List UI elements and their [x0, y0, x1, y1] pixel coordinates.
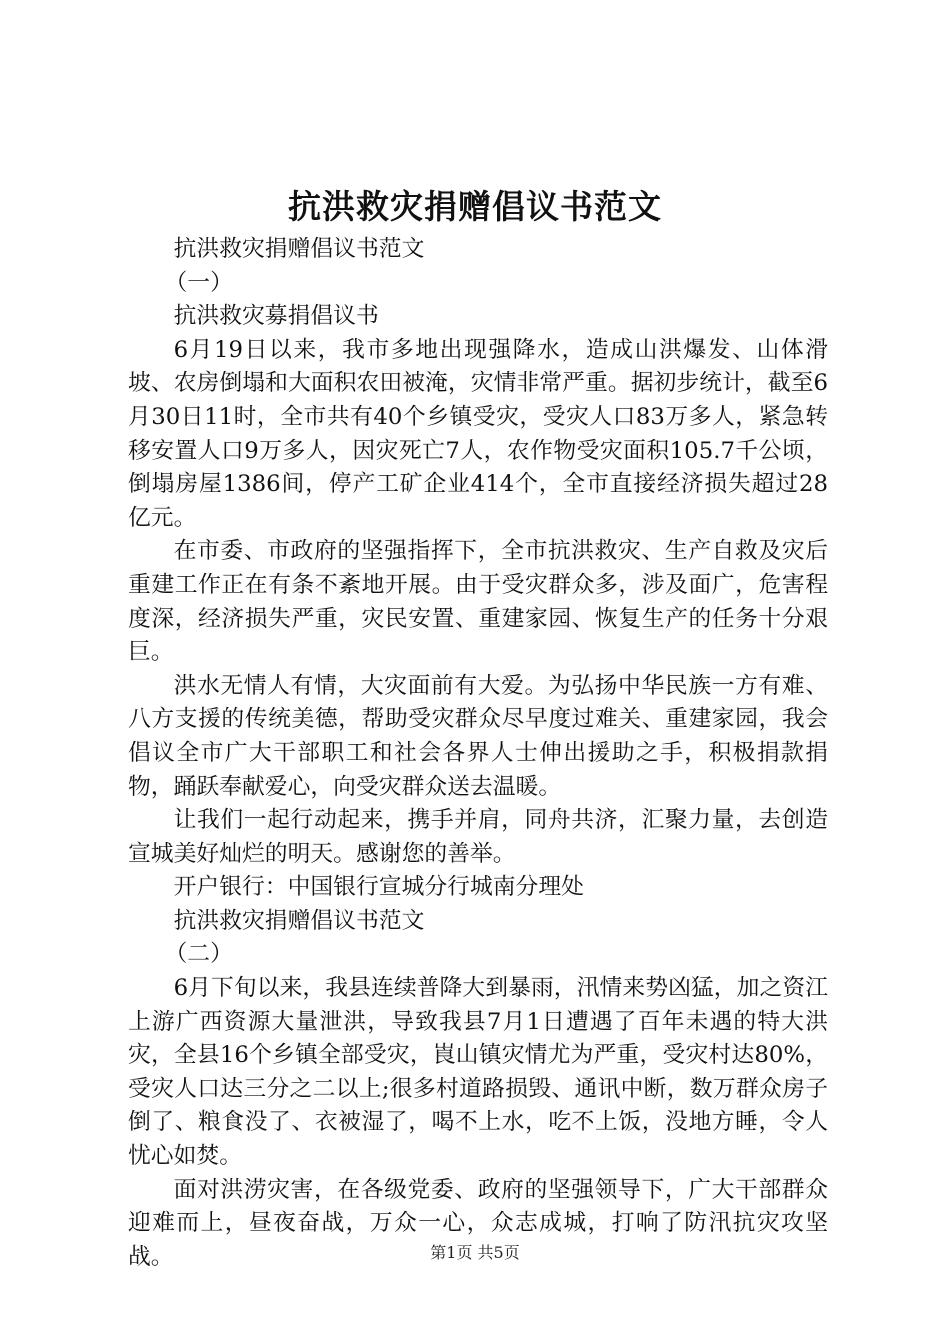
- paragraph-body: 让我们一起行动起来，携手并肩，同舟共济，汇聚力量，去创造宣城美好灿烂的明天。感谢您的善举。: [128, 807, 828, 867]
- paragraph-body: 洪水无情人有情，大灾面前有大爱。为弘扬中华民族一方有难、八方支援的传统美德，帮助受灾群众尽早度过难关、重建家园，我会倡议全市广大干部职工和社会各界人士伸出援助之手，积极捐款捐物，踊跃奉献爱心，向受灾群众送去温暖。: [128, 672, 828, 800]
- paragraph-section-number: （二）: [164, 941, 233, 968]
- paragraph-heading: 抗洪救灾捐赠倡议书范文: [173, 907, 425, 934]
- paragraph-heading: 抗洪救灾捐赠倡议书范文: [173, 236, 425, 262]
- paragraph-body: 6月19日以来，我市多地出现强降水，造成山洪爆发、山体滑坡、农房倒塌和大面积农田被淹，灾情非常严重。据初步统计，截至6月30日11时，全市共有40个乡镇受灾，受灾人口83万多人，紧急转移安置人口9万多人，因灾死亡7人，农作物受灾面积105.7千公顷，倒塌房屋1386间，停产工矿企业414个，全市直接经济损失超过28亿元。: [128, 336, 828, 531]
- document-title: 抗洪救灾捐赠倡议书范文: [288, 187, 662, 226]
- document-body: [128, 233, 828, 1274]
- paragraph-body: 面对洪涝灾害，在各级党委、政府的坚强领导下，广大干部群众迎难而上，昼夜奋战，万众一心，众志成城，打响了防汛抗灾攻坚战。: [128, 1176, 828, 1270]
- paragraph-subtitle: 抗洪救灾募捐倡议书: [173, 303, 379, 330]
- paragraph-body: 6月下旬以来，我县连续普降大到暴雨，汛情来势凶猛，加之资江上游广西资源大量泄洪，导致我县7月1日遭遇了百年未遇的特大洪灾，全县16个乡镇全部受灾，崀山镇灾情尤为严重，受灾村达80%，受灾人口达三分之二以上;很多村道路损毁、通讯中断，数万群众房子倒了、粮食没了、衣被湿了，喝不上水，吃不上饭，没地方睡，令人忧心如焚。: [128, 975, 828, 1170]
- page-footer: 第1页 共5页: [430, 1243, 520, 1262]
- paragraph-body: 在市委、市政府的坚强指挥下，全市抗洪救灾、生产自救及灾后重建工作正在有条不紊地开展。由于受灾群众多，涉及面广，危害程度深，经济损失严重，灾民安置、重建家园、恢复生产的任务十分艰巨。: [128, 538, 828, 666]
- paragraph-section-number: （一）: [164, 269, 233, 296]
- paragraph-bank: 开户银行：中国银行宣城分行城南分理处: [173, 874, 584, 901]
